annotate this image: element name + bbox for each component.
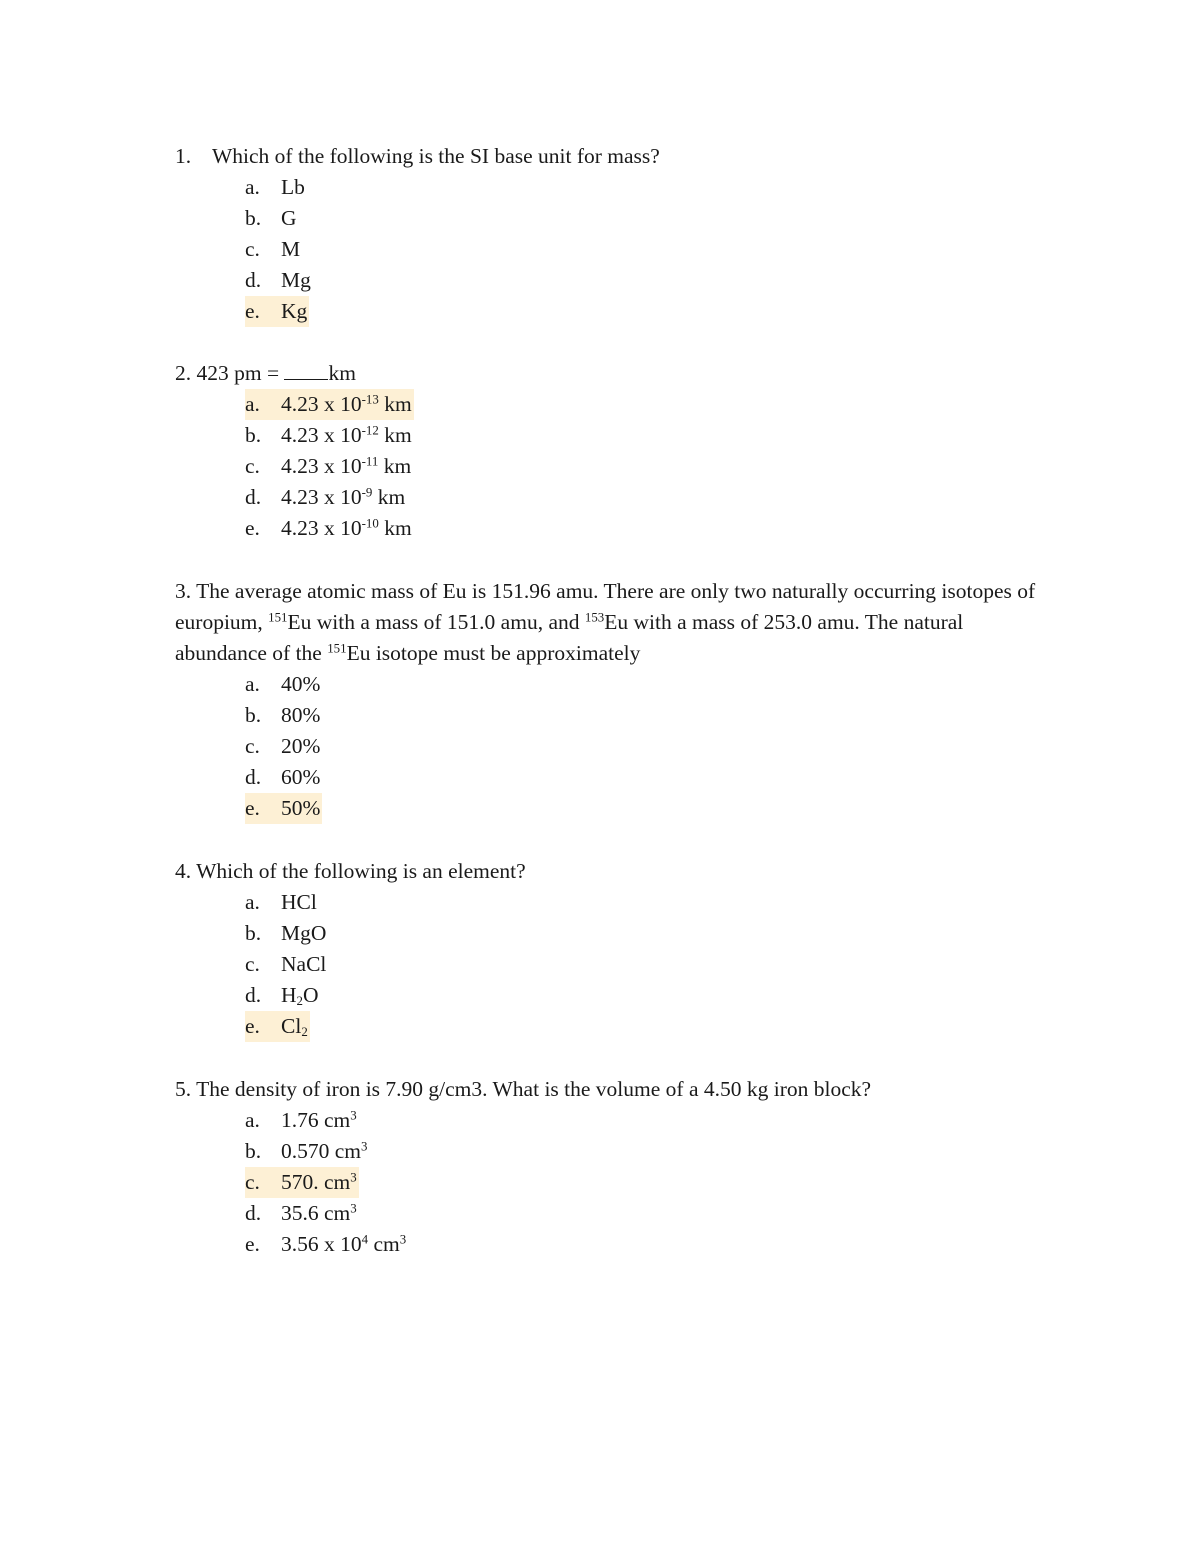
question-stem bbox=[175, 141, 1055, 172]
isotope-mass-number: 153 bbox=[584, 610, 605, 625]
option-base: 1.76 cm bbox=[281, 1108, 351, 1132]
option-text: M bbox=[281, 237, 301, 261]
option-letter: e. bbox=[245, 796, 260, 820]
option-letter: d. bbox=[245, 1201, 262, 1225]
option-letter: c. bbox=[245, 237, 260, 261]
answer-option bbox=[245, 731, 1040, 762]
option-base: 4.23 x 10 bbox=[281, 423, 362, 447]
answer-option bbox=[245, 420, 1055, 451]
answer-option bbox=[245, 482, 1055, 513]
option-unit: km bbox=[378, 423, 412, 447]
formula-part: O bbox=[302, 983, 319, 1007]
option-letter: d. bbox=[245, 485, 262, 509]
option-letter: c. bbox=[245, 454, 260, 478]
question-text: Which of the following is an element? bbox=[196, 859, 526, 883]
option-text: 80% bbox=[281, 703, 321, 727]
option-letter: e. bbox=[245, 299, 260, 323]
option-base: 570. cm bbox=[281, 1170, 351, 1194]
option-letter: a. bbox=[245, 1108, 260, 1132]
answer-option bbox=[245, 918, 1055, 949]
option-text: 40% bbox=[281, 672, 321, 696]
question-text-part: Eu isotope must be approximately bbox=[346, 641, 641, 665]
option-base: 3.56 x 10 bbox=[281, 1232, 362, 1256]
option-exponent: -10 bbox=[361, 516, 379, 531]
answer-option bbox=[245, 265, 1055, 296]
answer-options bbox=[175, 389, 1055, 544]
formula-subscript: 2 bbox=[301, 1025, 308, 1040]
answer-option bbox=[245, 451, 1055, 482]
answer-option bbox=[245, 949, 1055, 980]
option-letter: b. bbox=[245, 206, 262, 230]
answer-option bbox=[245, 1229, 1055, 1260]
option-unit: km bbox=[378, 454, 412, 478]
question-number: 1. bbox=[175, 144, 192, 168]
option-letter: b. bbox=[245, 921, 262, 945]
formula-part: Cl bbox=[281, 1014, 302, 1038]
option-text: 50% bbox=[281, 796, 321, 820]
question-number: 2. bbox=[175, 361, 192, 385]
option-letter: a. bbox=[245, 890, 260, 914]
option-letter: d. bbox=[245, 268, 262, 292]
formula-subscript: 2 bbox=[296, 994, 303, 1009]
answer-option bbox=[245, 700, 1040, 731]
option-letter: c. bbox=[245, 734, 260, 758]
formula-part: H bbox=[281, 983, 297, 1007]
option-exponent: 3 bbox=[350, 1170, 357, 1185]
answer-option bbox=[245, 887, 1055, 918]
question-stem bbox=[175, 1074, 1055, 1105]
answer-option bbox=[245, 1136, 1055, 1167]
question-stem bbox=[175, 358, 1055, 389]
option-base: 4.23 x 10 bbox=[281, 485, 362, 509]
option-exponent: -9 bbox=[361, 485, 373, 500]
answer-option-highlighted bbox=[245, 296, 1055, 327]
option-base: 0.570 cm bbox=[281, 1139, 362, 1163]
option-text: HCl bbox=[281, 890, 317, 914]
option-text: Lb bbox=[281, 175, 305, 199]
question-5 bbox=[175, 1074, 1055, 1260]
answer-option bbox=[245, 1198, 1055, 1229]
option-unit: km bbox=[378, 516, 412, 540]
answer-option-highlighted bbox=[245, 793, 1040, 824]
option-letter: b. bbox=[245, 423, 262, 447]
option-letter: b. bbox=[245, 703, 262, 727]
option-text: NaCl bbox=[281, 952, 327, 976]
question-1 bbox=[175, 141, 1055, 327]
option-base: 4.23 x 10 bbox=[281, 516, 362, 540]
question-text-part: The average atomic mass of Eu is 151.96 amu. There are only two naturally occurring isotopes of europium, bbox=[175, 579, 1036, 634]
answer-option bbox=[245, 1105, 1055, 1136]
option-exponent: 3 bbox=[350, 1201, 357, 1216]
question-3 bbox=[175, 576, 1040, 824]
option-letter: e. bbox=[245, 1014, 260, 1038]
answer-options bbox=[175, 887, 1055, 1042]
option-letter: a. bbox=[245, 392, 260, 416]
answer-option bbox=[245, 513, 1055, 544]
isotope-mass-number: 151 bbox=[268, 610, 288, 625]
option-letter: b. bbox=[245, 1139, 262, 1163]
option-unit: km bbox=[378, 392, 412, 416]
option-text: 60% bbox=[281, 765, 321, 789]
option-letter: e. bbox=[245, 1232, 260, 1256]
question-text: The density of iron is 7.90 g/cm3. What is the volume of a 4.50 kg iron block? bbox=[196, 1077, 872, 1101]
answer-option-highlighted bbox=[245, 389, 1055, 420]
answer-options bbox=[175, 1105, 1055, 1260]
answer-options bbox=[175, 669, 1040, 824]
question-text: Which of the following is the SI base unit for mass? bbox=[212, 144, 660, 168]
option-letter: c. bbox=[245, 952, 260, 976]
option-text: MgO bbox=[281, 921, 327, 945]
option-exponent: 3 bbox=[361, 1139, 368, 1154]
option-letter: a. bbox=[245, 175, 260, 199]
answer-option bbox=[245, 980, 1055, 1011]
question-4 bbox=[175, 856, 1055, 1042]
option-exponent: 4 bbox=[361, 1232, 369, 1247]
question-stem bbox=[175, 576, 1040, 669]
fill-in-blank bbox=[284, 361, 328, 380]
answer-option bbox=[245, 234, 1055, 265]
answer-option bbox=[245, 762, 1040, 793]
question-text-after: km bbox=[328, 361, 356, 385]
option-text: Kg bbox=[281, 299, 308, 323]
option-unit: cm bbox=[368, 1232, 400, 1256]
option-base: 35.6 cm bbox=[281, 1201, 351, 1225]
option-letter: a. bbox=[245, 672, 260, 696]
option-text: G bbox=[281, 206, 297, 230]
option-letter: c. bbox=[245, 1170, 260, 1194]
option-unit: km bbox=[372, 485, 406, 509]
option-text: Mg bbox=[281, 268, 311, 292]
question-number: 5. bbox=[175, 1077, 192, 1101]
option-exponent: 3 bbox=[399, 1232, 407, 1247]
option-text: 20% bbox=[281, 734, 321, 758]
option-letter: d. bbox=[245, 983, 262, 1007]
option-exponent: -12 bbox=[361, 423, 379, 438]
question-number: 4. bbox=[175, 859, 192, 883]
answer-option-highlighted bbox=[245, 1011, 1055, 1042]
option-exponent: -13 bbox=[361, 392, 379, 407]
option-letter: d. bbox=[245, 765, 262, 789]
question-stem bbox=[175, 856, 1055, 887]
question-number: 3. bbox=[175, 579, 192, 603]
answer-options bbox=[175, 172, 1055, 327]
question-text-part: Eu with a mass of 151.0 amu, and bbox=[287, 610, 585, 634]
option-exponent: -11 bbox=[361, 454, 379, 469]
option-letter: e. bbox=[245, 516, 260, 540]
option-exponent: 3 bbox=[350, 1108, 357, 1123]
question-text-before: 423 pm = bbox=[196, 361, 280, 385]
answer-option-highlighted bbox=[245, 1167, 1055, 1198]
answer-option bbox=[245, 669, 1040, 700]
answer-option bbox=[245, 203, 1055, 234]
option-base: 4.23 x 10 bbox=[281, 392, 362, 416]
isotope-mass-number: 151 bbox=[327, 641, 347, 656]
answer-option bbox=[245, 172, 1055, 203]
question-2 bbox=[175, 358, 1055, 544]
question-text-part: Eu with a mass of 253.0 amu. The natural abundance of the bbox=[175, 610, 964, 665]
option-base: 4.23 x 10 bbox=[281, 454, 362, 478]
